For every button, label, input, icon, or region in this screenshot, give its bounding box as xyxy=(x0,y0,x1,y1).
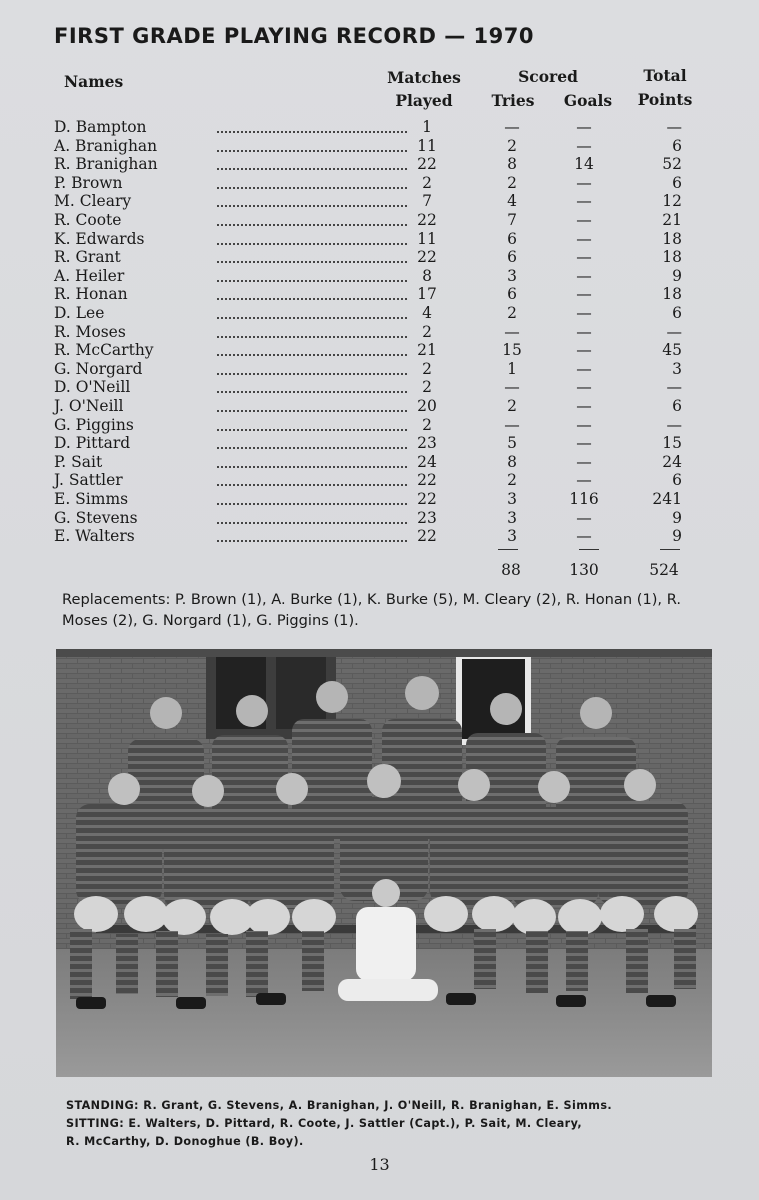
goals-scored: — xyxy=(576,527,592,546)
player-name: D. Lee xyxy=(54,304,105,322)
player-name: R. Grant xyxy=(54,248,121,267)
total-points: 3 xyxy=(672,359,682,378)
leader-dots xyxy=(217,522,407,542)
tries-scored: 3 xyxy=(507,266,517,285)
leader-dots xyxy=(217,150,407,170)
matches-played: 4 xyxy=(422,304,432,322)
tries-scored: 15 xyxy=(502,341,522,360)
total-points: 21 xyxy=(662,211,682,229)
tries-scored: 2 xyxy=(507,471,517,490)
page-number: 13 xyxy=(369,1155,390,1174)
goals-scored: — xyxy=(576,434,592,453)
photo-caption-sitting xyxy=(66,1117,736,1130)
goals-scored: — xyxy=(576,378,592,397)
leader-dots xyxy=(217,187,407,207)
total-points: 18 xyxy=(662,229,682,248)
leader-dots xyxy=(217,355,407,375)
total-points: 24 xyxy=(662,452,682,471)
player-name: E. Simms xyxy=(54,490,129,508)
total-points: 6 xyxy=(672,471,682,490)
leader-dots xyxy=(217,225,407,245)
leader-dots xyxy=(217,280,407,300)
player-name: D. O'Neill xyxy=(54,378,131,397)
tries-scored: 4 xyxy=(507,192,517,211)
total-points: 6 xyxy=(672,136,682,155)
matches-played: 2 xyxy=(422,359,432,378)
header-names: Names xyxy=(64,72,124,91)
replacements-note: Replacements: P. Brown (1), A. Burke (1), K. Burke (5), M. Cleary (2), R. Honan (1), R. Moses (2), G. Norgard (1), G. Piggins (1). xyxy=(62,591,681,629)
matches-played: 22 xyxy=(417,527,437,546)
leader-dots xyxy=(217,336,407,356)
total-points: — xyxy=(666,322,682,341)
leader-dots xyxy=(217,113,407,133)
player-name: R. McCarthy xyxy=(54,341,154,360)
header-tries: Tries xyxy=(491,91,535,110)
player-name: A. Heiler xyxy=(54,266,125,285)
matches-played: 2 xyxy=(422,173,432,192)
leader-dots xyxy=(217,243,407,263)
total-points: 6 xyxy=(672,173,682,192)
player-name: G. Stevens xyxy=(54,508,138,527)
matches-played: 22 xyxy=(417,211,437,229)
table-row xyxy=(54,527,694,546)
goals-scored: — xyxy=(576,322,592,341)
matches-played: 21 xyxy=(417,341,437,360)
player-name: J. Sattler xyxy=(54,471,123,490)
tries-scored: 2 xyxy=(507,173,517,192)
goals-scored: — xyxy=(576,118,592,136)
total-points: 6 xyxy=(672,397,682,415)
standing-label: STANDING: xyxy=(66,1099,139,1112)
leader-dots xyxy=(217,504,407,524)
goals-scored: 14 xyxy=(574,155,594,174)
goals-total-rule xyxy=(579,549,599,550)
total-points: 45 xyxy=(662,341,682,360)
player-name: G. Piggins xyxy=(54,415,134,434)
player-name: R. Branighan xyxy=(54,155,158,174)
sitting-names: E. Walters, D. Pittard, R. Coote, J. Sattler (Capt.), P. Sait, M. Cleary, xyxy=(128,1117,583,1130)
matches-played: 24 xyxy=(417,452,437,471)
page-title: FIRST GRADE PLAYING RECORD — 1970 xyxy=(54,24,534,48)
goals-scored: — xyxy=(576,136,592,155)
matches-played: 7 xyxy=(422,192,432,211)
total-points: 12 xyxy=(662,192,682,211)
player-name: E. Walters xyxy=(54,527,135,546)
matches-played: 11 xyxy=(417,136,437,155)
leader-dots xyxy=(217,392,407,412)
tries-total: 88 xyxy=(501,561,521,579)
total-points: 9 xyxy=(672,508,682,527)
tries-scored: 1 xyxy=(507,359,517,378)
tries-scored: 3 xyxy=(507,490,517,508)
goals-scored: — xyxy=(576,471,592,490)
tries-scored: 6 xyxy=(507,229,517,248)
header-matches-top: Matches xyxy=(387,68,461,87)
leader-dots xyxy=(217,169,407,189)
matches-played: 11 xyxy=(417,229,437,248)
leader-dots xyxy=(217,299,407,319)
player-name: R. Honan xyxy=(54,285,128,304)
goals-scored: — xyxy=(576,415,592,434)
tries-scored: — xyxy=(504,415,520,434)
header-total-bottom: Points xyxy=(637,90,693,109)
leader-dots xyxy=(217,262,407,282)
tries-scored: — xyxy=(504,378,520,397)
leader-dots xyxy=(217,411,407,431)
goals-scored: — xyxy=(576,192,592,211)
header-goals: Goals xyxy=(563,91,613,110)
matches-played: 22 xyxy=(417,248,437,267)
matches-played: 17 xyxy=(417,285,437,304)
matches-played: 22 xyxy=(417,490,437,508)
goals-scored: — xyxy=(576,285,592,304)
tries-scored: 3 xyxy=(507,527,517,546)
total-points: — xyxy=(666,415,682,434)
goals-scored: — xyxy=(576,173,592,192)
photo-caption-sitting-cont: R. McCarthy, D. Donoghue (B. Boy). xyxy=(66,1135,304,1148)
header-scored: Scored xyxy=(518,67,578,86)
goals-scored: — xyxy=(576,359,592,378)
tries-total-rule xyxy=(498,549,518,550)
player-name: A. Branighan xyxy=(54,136,158,155)
tries-scored: 6 xyxy=(507,285,517,304)
leader-dots xyxy=(217,448,407,468)
leader-dots xyxy=(217,206,407,226)
goals-scored: — xyxy=(576,304,592,322)
matches-played: 23 xyxy=(417,508,437,527)
goals-total: 130 xyxy=(569,561,599,579)
total-points: 241 xyxy=(652,490,682,508)
total-points: 9 xyxy=(672,266,682,285)
total-points: — xyxy=(666,378,682,397)
sitting-label: SITTING: xyxy=(66,1117,125,1130)
matches-played: 8 xyxy=(422,266,432,285)
goals-scored: — xyxy=(576,248,592,267)
photo-caption-standing xyxy=(66,1099,736,1112)
player-name: P. Brown xyxy=(54,173,123,192)
tries-scored: 8 xyxy=(507,155,517,174)
player-name: P. Sait xyxy=(54,452,103,471)
goals-scored: — xyxy=(576,266,592,285)
goals-scored: — xyxy=(576,452,592,471)
team-photo xyxy=(56,649,712,1077)
player-name: J. O'Neill xyxy=(54,397,124,415)
goals-scored: 116 xyxy=(569,490,599,508)
tries-scored: 7 xyxy=(507,211,517,229)
leader-dots xyxy=(217,485,407,505)
tries-scored: 2 xyxy=(507,136,517,155)
total-points: 6 xyxy=(672,304,682,322)
matches-played: 1 xyxy=(422,118,432,136)
header-total-top: Total xyxy=(643,66,687,85)
tries-scored: — xyxy=(504,322,520,341)
goals-scored: — xyxy=(576,229,592,248)
points-total-rule xyxy=(660,549,680,550)
player-name: D. Bampton xyxy=(54,118,147,136)
matches-played: 23 xyxy=(417,434,437,453)
total-points: 15 xyxy=(662,434,682,453)
player-name: R. Coote xyxy=(54,211,122,229)
leader-dots xyxy=(217,132,407,152)
matches-played: 20 xyxy=(417,397,437,415)
goals-scored: — xyxy=(576,341,592,360)
matches-played: 2 xyxy=(422,322,432,341)
player-name: G. Norgard xyxy=(54,359,143,378)
total-points: 18 xyxy=(662,285,682,304)
leader-dots xyxy=(217,373,407,393)
goals-scored: — xyxy=(576,508,592,527)
matches-played: 22 xyxy=(417,155,437,174)
player-name: D. Pittard xyxy=(54,434,131,453)
tries-scored: 3 xyxy=(507,508,517,527)
total-points: 9 xyxy=(672,527,682,546)
player-name: M. Cleary xyxy=(54,192,132,211)
player-name: R. Moses xyxy=(54,322,126,341)
header-matches-bottom: Played xyxy=(395,91,453,110)
matches-played: 2 xyxy=(422,378,432,397)
leader-dots xyxy=(217,318,407,338)
tries-scored: 2 xyxy=(507,304,517,322)
tries-scored: 5 xyxy=(507,434,517,453)
standing-names: R. Grant, G. Stevens, A. Branighan, J. O'Neill, R. Branighan, E. Simms. xyxy=(143,1099,613,1112)
points-total: 524 xyxy=(649,561,679,579)
tries-scored: 8 xyxy=(507,452,517,471)
goals-scored: — xyxy=(576,211,592,229)
player-name: K. Edwards xyxy=(54,229,145,248)
leader-dots xyxy=(217,466,407,486)
tries-scored: 6 xyxy=(507,248,517,267)
total-points: 18 xyxy=(662,248,682,267)
goals-scored: — xyxy=(576,397,592,415)
matches-played: 2 xyxy=(422,415,432,434)
matches-played: 22 xyxy=(417,471,437,490)
total-points: — xyxy=(666,118,682,136)
tries-scored: — xyxy=(504,118,520,136)
tries-scored: 2 xyxy=(507,397,517,415)
leader-dots xyxy=(217,429,407,449)
total-points: 52 xyxy=(662,155,682,174)
